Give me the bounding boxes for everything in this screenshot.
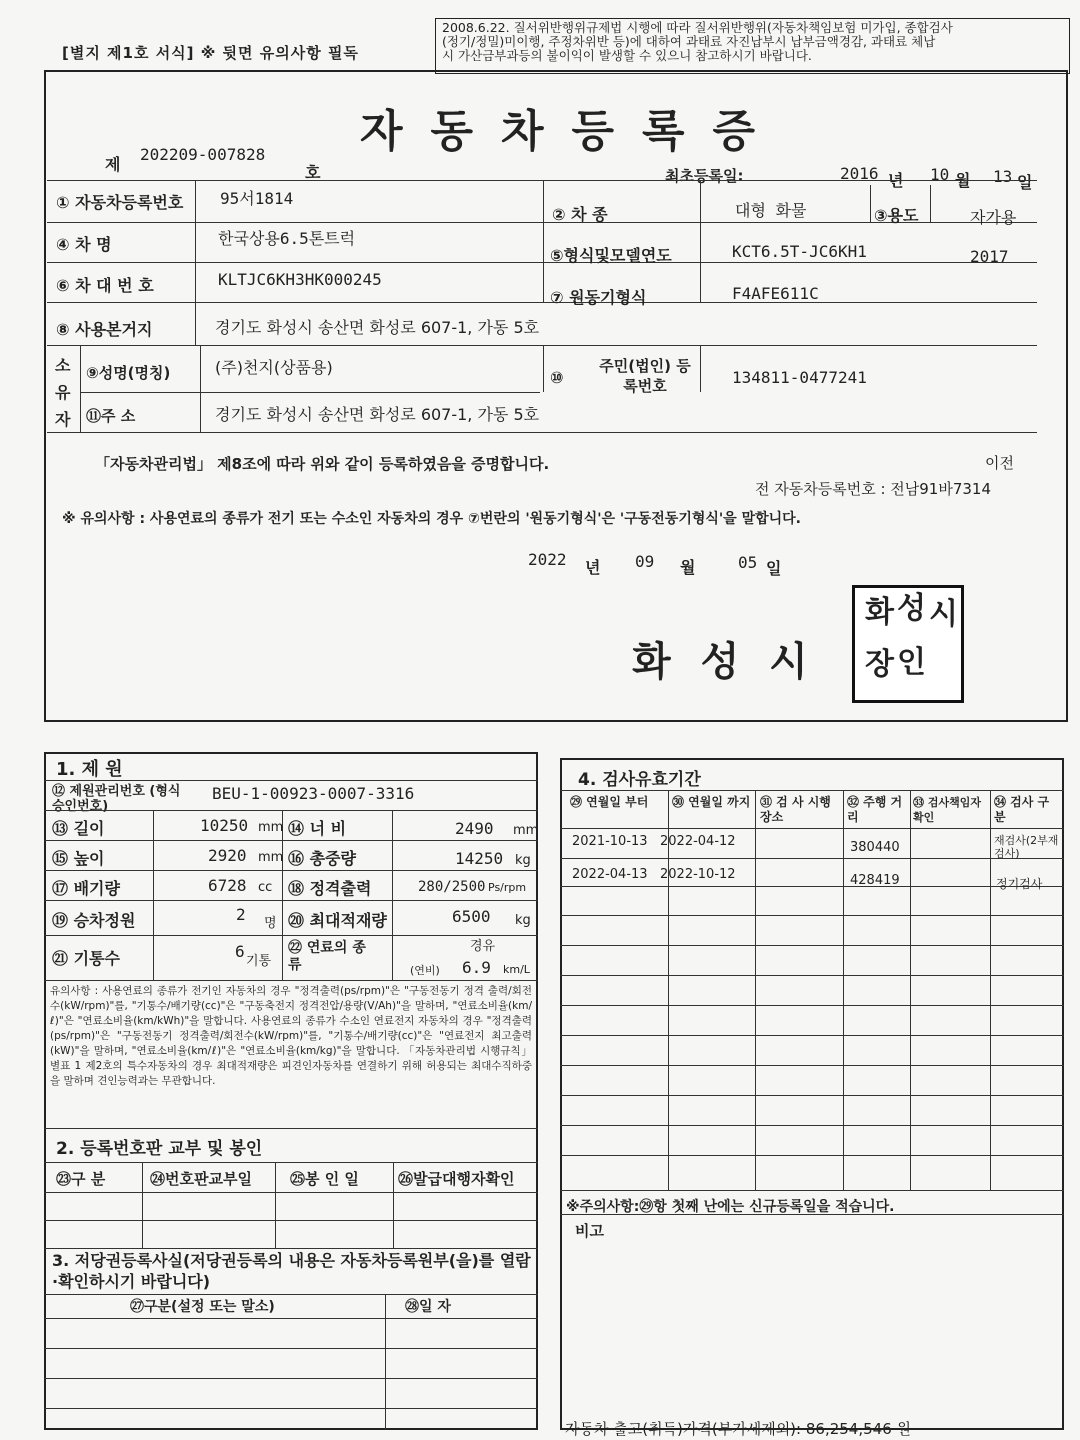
seal-char: 장	[865, 647, 894, 682]
notice-line-2: (정기/정밀)미이행, 주정차위반 등)에 대하여 과태료 자진납부시 납부금액경감, 과태료 체납	[442, 34, 936, 49]
grid-line	[44, 780, 538, 781]
load-label: ⑳ 최대적재량	[288, 911, 387, 930]
insp-col-sign: ㉝ 검사책임자 확인	[913, 796, 981, 824]
grid-line	[560, 1005, 1064, 1006]
plate-col-issue: ㉔번호판교부일	[150, 1170, 252, 1188]
id-no-value: 134811-0477241	[732, 368, 867, 387]
form-label: [별지 제1호 서식] ※ 뒷면 유의사항 필독	[62, 44, 359, 62]
location-value: 경기도 화성시 송산면 화성로 607-1, 가동 5호	[215, 318, 540, 337]
height-value: 2920	[208, 846, 247, 865]
weight-label: ⑯ 총중량	[288, 849, 356, 868]
seal-char: 인	[897, 645, 926, 680]
grid-line	[47, 345, 1037, 346]
vin-label: ⑥ 차 대 번 호	[56, 276, 154, 295]
power-unit: Ps/rpm	[488, 881, 527, 894]
cert-no-suffix: 호	[305, 163, 321, 182]
grid-line	[47, 432, 1037, 433]
id-label: ⑩	[550, 368, 564, 387]
official-seal	[852, 585, 964, 703]
grid-line	[870, 185, 871, 222]
prev-reg-no: 전 자동차등록번호 : 전남91바7314	[755, 480, 992, 498]
insp-row2-kind: 정기검사	[996, 877, 1043, 891]
grid-line	[560, 1155, 1064, 1156]
grid-line	[755, 790, 756, 1190]
grid-line	[843, 790, 844, 1190]
engine-value: F4AFE611C	[732, 284, 819, 303]
width-label: ⑭ 너 비	[288, 819, 347, 838]
fuel-value: 경유	[470, 939, 496, 954]
issuer-name: 화 성 시	[632, 638, 816, 685]
first-reg-year: 2016	[840, 164, 879, 183]
grid-line	[44, 1128, 538, 1129]
grid-line	[560, 945, 1064, 946]
id-label-text: 주민(법인) 등록번호	[599, 357, 691, 395]
disp-label: ⑰ 배기량	[52, 879, 120, 898]
grid-line	[44, 1348, 538, 1349]
grid-line	[44, 1408, 538, 1409]
issue-month: 09	[635, 552, 655, 571]
insp-row2-to: 2022-10-12	[660, 867, 736, 882]
issue-year-unit: 년	[585, 558, 601, 577]
usage-note: ※ 유의사항 : 사용연료의 종류가 전기 또는 수소인 자동차의 경우 ⑦번란의 '원동기형식'은 '구동전동기형식'을 말합니다.	[62, 511, 801, 527]
grid-line	[44, 870, 538, 871]
grid-line	[560, 1125, 1064, 1126]
length-value: 10250	[200, 816, 249, 835]
load-value: 6500	[452, 907, 491, 926]
grid-line	[560, 915, 1064, 916]
weight-value: 14250	[455, 849, 504, 868]
grid-line	[930, 185, 931, 222]
weight-unit: kg	[515, 853, 531, 868]
first-reg-month: 10	[930, 165, 950, 184]
first-reg-label: 최초등록일:	[665, 167, 744, 185]
first-reg-day-unit: 일	[1017, 173, 1033, 192]
car-type-value: 대형 화물	[735, 201, 807, 220]
model-label: ⑤형식및모델연도	[550, 246, 672, 265]
grid-line	[560, 828, 1064, 829]
plate-col-seal: ㉕봉 인 일	[290, 1170, 359, 1188]
penalty-notice	[435, 18, 1070, 74]
grid-line	[910, 790, 911, 1190]
model-value: KCT6.5T-JC6KH1	[732, 242, 867, 261]
seats-unit: 명	[264, 916, 277, 931]
mortgage-col-date: ㉘일 자	[405, 1299, 451, 1315]
grid-line	[560, 858, 1064, 859]
power-value: 280/2500	[418, 879, 486, 895]
seal-char: 시	[929, 597, 958, 632]
location-label: ⑧ 사용본거지	[56, 320, 153, 339]
fuel-label: ㉒ 연료의 종류	[288, 940, 366, 973]
length-unit: mm	[258, 820, 284, 835]
mortgage-section-title: 3. 저당권등록사실(저당권등록의 내용은 자동차등록원부(을)를 열람·확인하시기 바랍니다)	[52, 1251, 531, 1291]
grid-line	[80, 392, 540, 393]
height-label: ⑮ 높이	[52, 849, 105, 868]
plate-section-title: 2. 등록번호판 교부 및 봉인	[56, 1139, 263, 1159]
reg-no-label: ① 자동차등록번호	[56, 193, 184, 212]
issue-day: 05	[738, 553, 758, 572]
height-unit: mm	[258, 850, 284, 865]
load-unit: kg	[515, 913, 531, 928]
approval-value: BEU-1-00923-0007-3316	[212, 784, 415, 803]
owner-name-label: ⑨성명(명칭)	[86, 364, 171, 382]
specs-section-title: 1. 제 원	[56, 759, 123, 780]
usage-label: ③용도	[874, 206, 919, 225]
grid-line	[44, 810, 538, 811]
grid-line	[44, 1220, 538, 1221]
eff-unit: km/L	[503, 963, 530, 976]
grid-line	[543, 180, 544, 302]
issue-day-unit: 일	[766, 559, 782, 578]
grid-line	[44, 900, 538, 901]
grid-line	[80, 345, 81, 432]
insp-col-place: ㉛ 검 사 시행장소	[760, 795, 831, 824]
grid-line	[282, 810, 283, 980]
width-value: 2490	[455, 819, 494, 838]
insp-row1-km: 380440	[850, 840, 900, 855]
grid-line	[560, 1065, 1064, 1066]
inspection-note: ※주의사항:㉙항 첫째 난에는 신규등록일을 적습니다.	[566, 1199, 895, 1215]
grid-line	[44, 840, 538, 841]
insp-row2-from: 2022-04-13	[572, 867, 648, 882]
width-unit: mm	[513, 823, 539, 838]
grid-line	[560, 1095, 1064, 1096]
insp-col-to: ㉚ 연월일 까지	[672, 795, 751, 809]
specs-note: 유의사항 : 사용연료의 종류가 전기인 자동차의 경우 "정격출력(ps/rpm)"은 "구동전동기 정격 출력/회전수(kW/rpm)"를, "기통수/배기량(cc)"은 "구동축전지 정격전압/용량(V/Ah)"을 말하며, "연료소비율(km/ℓ)"은 "연료소비율(km/kWh)"을 말합니다. 사용연료의 종류가 수소인 연료전지 자동차의 경우 "정격출력(ps/rpm)"은 "구동전동기 정격출력/회전수(kW/rpm)"를, "기통수/배기량(cc)"은 "연료전지 최고출력(kW)"을 말하며, "연료소비율(km/ℓ)"은 "연료소비율(km/kg)"을 말합니다. 「자동차관리법 시행규칙」 별표 1 제2호의 특수자동차의 경우 최대적재량은 피견인자동차를 연결하기 위해 허용되는 최대수직하중을 말하며 견인능력과는 무관합니다.	[50, 985, 532, 1087]
grid-line	[700, 345, 701, 392]
insp-row1-kind: 재검사(2부재검사)	[994, 834, 1059, 860]
grid-line	[44, 1162, 538, 1163]
owner-name-value: (주)천지(상품용)	[215, 358, 333, 377]
grid-line	[700, 180, 701, 302]
reg-no-value: 95서1814	[220, 189, 294, 208]
vin-value: KLTJC6KH3HK000245	[218, 270, 382, 289]
grid-line	[44, 1192, 538, 1193]
seal-char: 성	[897, 591, 926, 626]
approval-label: ⑫ 제원관리번호 (형식승인번호)	[52, 784, 181, 814]
grid-line	[990, 790, 991, 1190]
inspection-section-title: 4. 검사유효기간	[578, 770, 701, 790]
first-reg-day: 13	[993, 167, 1013, 186]
grid-line	[44, 1248, 538, 1249]
grid-line	[44, 980, 538, 981]
insp-col-kind: ㉞ 검사 구분	[994, 795, 1050, 824]
insp-row1-from: 2021-10-13	[572, 834, 648, 849]
eff-label: (연비)	[410, 964, 440, 977]
grid-line	[393, 1162, 394, 1248]
cert-number: 202209-007828	[140, 145, 266, 164]
length-label: ⑬ 길이	[52, 819, 105, 838]
disp-value: 6728	[208, 876, 247, 895]
grid-line	[195, 180, 196, 302]
owner-label: 소유자	[55, 356, 71, 429]
grid-line	[543, 345, 544, 392]
grid-line	[153, 810, 154, 980]
first-reg-year-unit: 년	[888, 171, 904, 190]
grid-line	[44, 1378, 538, 1379]
grid-line	[560, 1035, 1064, 1036]
acquisition-price: 자동차 출고(취득)가격(부가세제외): 86,254,546 원	[565, 1420, 912, 1438]
grid-line	[560, 790, 1064, 791]
grid-line	[385, 1294, 386, 1430]
cyl-unit: 기통	[246, 954, 272, 969]
issue-month-unit: 월	[680, 558, 696, 577]
grid-line	[142, 1162, 143, 1248]
first-reg-month-unit: 월	[955, 171, 971, 190]
grid-line	[44, 1294, 538, 1295]
grid-line	[392, 810, 393, 980]
transfer-label: 이전	[985, 454, 1014, 472]
car-name-value: 한국상용6.5톤트럭	[218, 229, 356, 248]
engine-label: ⑦ 원동기형식	[550, 288, 647, 307]
plate-col-agent: ㉖발급대행자확인	[398, 1170, 515, 1188]
car-name-label: ④ 차 명	[56, 235, 112, 254]
grid-line	[195, 302, 196, 345]
grid-line	[560, 1190, 1064, 1191]
addr-value: 경기도 화성시 송산면 화성로 607-1, 가동 5호	[215, 405, 540, 424]
addr-label: ⑪주 소	[86, 407, 136, 425]
disp-unit: cc	[258, 880, 273, 895]
grid-line	[44, 935, 538, 936]
plate-col-type: ㉓구 분	[56, 1170, 106, 1188]
certify-statement: 「자동차관리법」 제8조에 따라 위와 같이 등록하였음을 증명합니다.	[95, 455, 550, 473]
seal-char: 화	[865, 595, 894, 630]
insp-row2-km: 428419	[850, 873, 900, 888]
seats-label: ⑲ 승차정원	[52, 911, 136, 930]
cert-no-prefix: 제	[105, 155, 121, 174]
cyl-label: ㉑ 기통수	[52, 949, 120, 968]
model-year-value: 2017	[970, 247, 1009, 266]
power-label: ⑱ 정격출력	[288, 879, 372, 898]
grid-line	[560, 975, 1064, 976]
grid-line	[275, 1162, 276, 1248]
car-type-label: ② 차 종	[552, 205, 608, 224]
grid-line	[668, 790, 669, 1190]
grid-line	[44, 1318, 538, 1319]
grid-line	[560, 886, 1064, 887]
insp-col-from: ㉙ 연월일 부터	[570, 795, 649, 809]
insp-col-km: ㉜ 주행 거리	[847, 795, 903, 824]
certificate-title: 자동차등록증	[360, 106, 784, 157]
remarks-label: 비고	[575, 1222, 604, 1240]
grid-line	[200, 345, 201, 432]
notice-line-1: 2008.6.22. 질서위반행위규제법 시행에 따라 질서위반행위(자동차책임보험 미가입, 종합검사	[442, 20, 953, 35]
insp-row1-to: 2022-04-12	[660, 834, 736, 849]
notice-line-3: 시 가산금부과등의 불이익이 발생할 수 있으니 참고하시기 바랍니다.	[442, 48, 812, 63]
issue-year: 2022	[528, 550, 567, 569]
usage-value: 자가용	[970, 208, 1017, 227]
seats-value: 2	[236, 905, 246, 924]
mortgage-col-type: ㉗구분(설정 또는 말소)	[130, 1299, 275, 1315]
cyl-value: 6	[235, 942, 245, 961]
eff-value: 6.9	[462, 958, 491, 977]
